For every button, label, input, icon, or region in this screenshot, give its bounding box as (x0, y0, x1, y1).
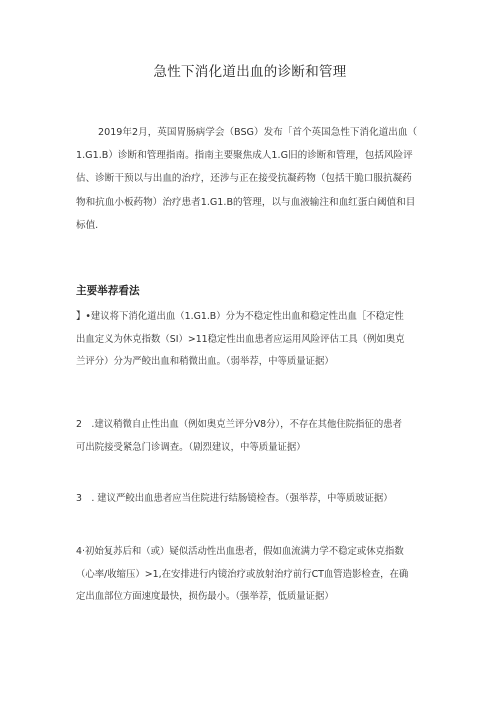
intro-line: 标值. (76, 219, 99, 231)
intro-line-text: 2019年2月，英国胃肠病学会（BSG）发布「首个英国急性下消化道出血（ (98, 127, 418, 138)
intro-line (76, 121, 434, 144)
intro-line: 物和抗血小板药物）治疗患者1.G1.B的管理，以与血液输注和血红蛋白阈值和目 (76, 196, 416, 208)
recommendation-4 (76, 541, 434, 609)
recommendation-1 (76, 306, 434, 374)
recommendation-line: 兰评分）分为严鲛出血和稍微出血。（弱举荐，中等质量证据） (76, 356, 334, 367)
recommendation-line: （心率/收缩压）>1,在安排进行内镜治疗或放射治疗前行CT血管造影检查，在确 (76, 568, 409, 580)
intro-line: 1.G1.B）诊断和管理指南。指南主要聚焦成人1.G旧的诊断和管理，包括风险评 (76, 150, 413, 162)
recommendation-line: 】•建议将下消化道出血（1.G1.B）分为不稳定性出血和稳定性出血［不稳定性 (76, 311, 404, 322)
recommendation-line: 定出血部位方面速度最快，损伤最小。（强举荐，低质量证据） (76, 591, 334, 602)
recommendation-3 (76, 488, 434, 511)
recommendation-line: 可出院接受紧急门诊调查。（剧烈建议，中等质量证据） (76, 441, 306, 453)
recommendation-line: 3 . 建议严鲛出血患者应当住院进行结肠镜检杳。（强举荐，中等质玻证据） (76, 493, 393, 504)
recommendation-line: 2 .建议稍微自止性出血（例如奥克兰评分V8分），不存在其他住院指征的患者 (76, 419, 403, 430)
recommendation-line: 出血定义为休克指数（SI）>11稳定性出血患者应运用风险评估工具（例如奥克 (76, 333, 405, 345)
recommendation-line: 4·初始复苏后和（或）疑似活动性出血患者，假如血流满力学不稳定或休克指数 (76, 546, 404, 557)
section-heading: 主要举荐看法 (76, 285, 140, 297)
document-title: 急性下消化道出血的诊断和管理 (153, 64, 347, 80)
recommendation-2 (76, 414, 434, 459)
intro-paragraph (76, 121, 434, 237)
intro-line: 估、诊断干预以与出血的治疗，还涉与正在接受抗凝药物（包括干脆口服抗凝药 (76, 173, 412, 185)
